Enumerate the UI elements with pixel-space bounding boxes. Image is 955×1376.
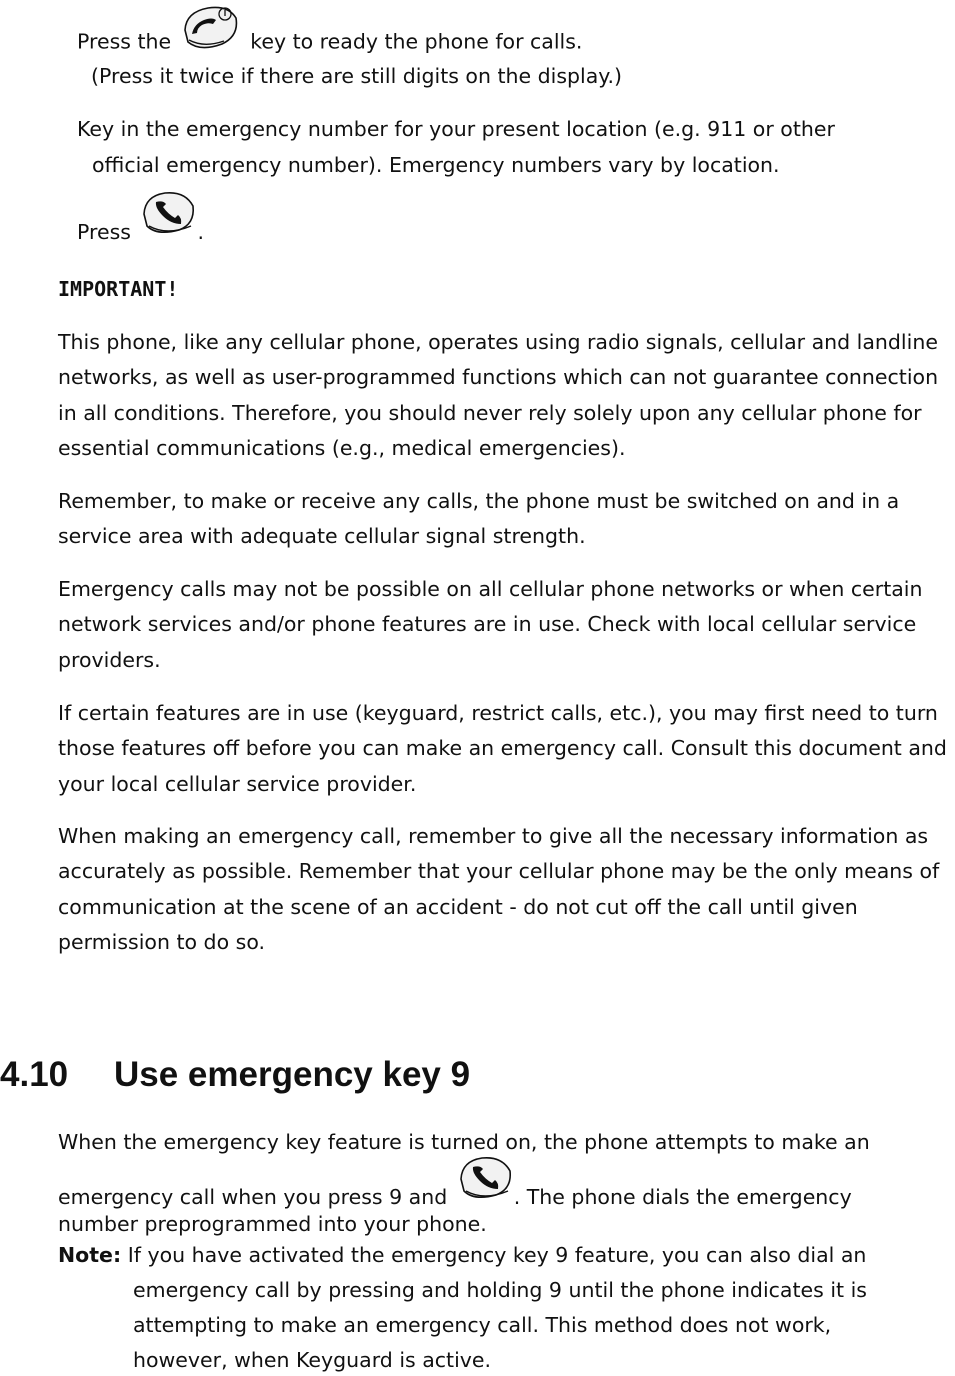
section-intro-text-before: emergency call when you press 9 and [58, 1185, 448, 1209]
section-number: 4.10 [0, 1055, 69, 1094]
step-3-text-before: Press [77, 220, 131, 244]
note-line-3: attempting to make an emergency call. This method does not work, [133, 1313, 832, 1337]
step-3-text-after: . [197, 220, 205, 244]
step-1-text-before: Press the [77, 29, 172, 54]
section-heading [0, 1055, 470, 1095]
step-1 [77, 24, 582, 61]
important-paragraph-2: Remember, to make or receive any calls, the phone must be switched on and in a service area with adequate cellular signal strength. [58, 489, 900, 549]
note-line-2: emergency call by pressing and holding 9 until the phone indicates it is [133, 1278, 867, 1302]
important-paragraph-1: This phone, like any cellular phone, operates using radio signals, cellular and landline networks, as well as user-programmed functions which can not guarantee connection in all conditions. Therefore, you should never rely solely upon any cellular phone for essential communications (e.g., medical emergencies). [58, 330, 939, 460]
step-2-line-1: Key in the emergency number for your present location (e.g. 911 or other [77, 117, 835, 141]
call-key-icon [141, 188, 197, 243]
note-label: Note: [58, 1243, 122, 1267]
important-paragraph-4: If certain features are in use (keyguard, restrict calls, etc.), you may first need to turn those features off before you can make an emergency call. Consult this document and your local cellular service provider. [58, 701, 947, 796]
important-heading: IMPORTANT! [58, 277, 179, 301]
step-1-note: (Press it twice if there are still digits on the display.) [91, 64, 623, 88]
end-call-key-icon [182, 0, 240, 61]
step-1-text-after: key to ready the phone for calls. [250, 29, 583, 54]
note-line-4: however, when Keyguard is active. [133, 1348, 492, 1372]
section-intro-line-2 [58, 1185, 852, 1209]
section-intro-line-1: When the emergency key feature is turned on, the phone attempts to make an [58, 1130, 870, 1154]
step-3 [77, 220, 204, 244]
important-paragraph-5: When making an emergency call, remember to give all the necessary information as accurately as possible. Remember that your cellular phone may be the only means of communication at the scene of an accident - do not cut off the call until given permission to do so. [58, 824, 940, 954]
section-intro-line-3: number preprogrammed into your phone. [58, 1212, 487, 1236]
important-paragraph-3: Emergency calls may not be possible on all cellular phone networks or when certain network services and/or phone features are in use. Check with local cellular service providers. [58, 577, 923, 672]
note-line-1 [58, 1243, 866, 1267]
note-text-1: If you have activated the emergency key 9 feature, you can also dial an [127, 1243, 867, 1267]
section-intro-text-after: . The phone dials the emergency [513, 1185, 852, 1209]
step-2-line-2: official emergency number). Emergency numbers vary by location. [92, 153, 780, 177]
call-key-icon [458, 1153, 514, 1208]
section-title: Use emergency key 9 [114, 1055, 471, 1094]
